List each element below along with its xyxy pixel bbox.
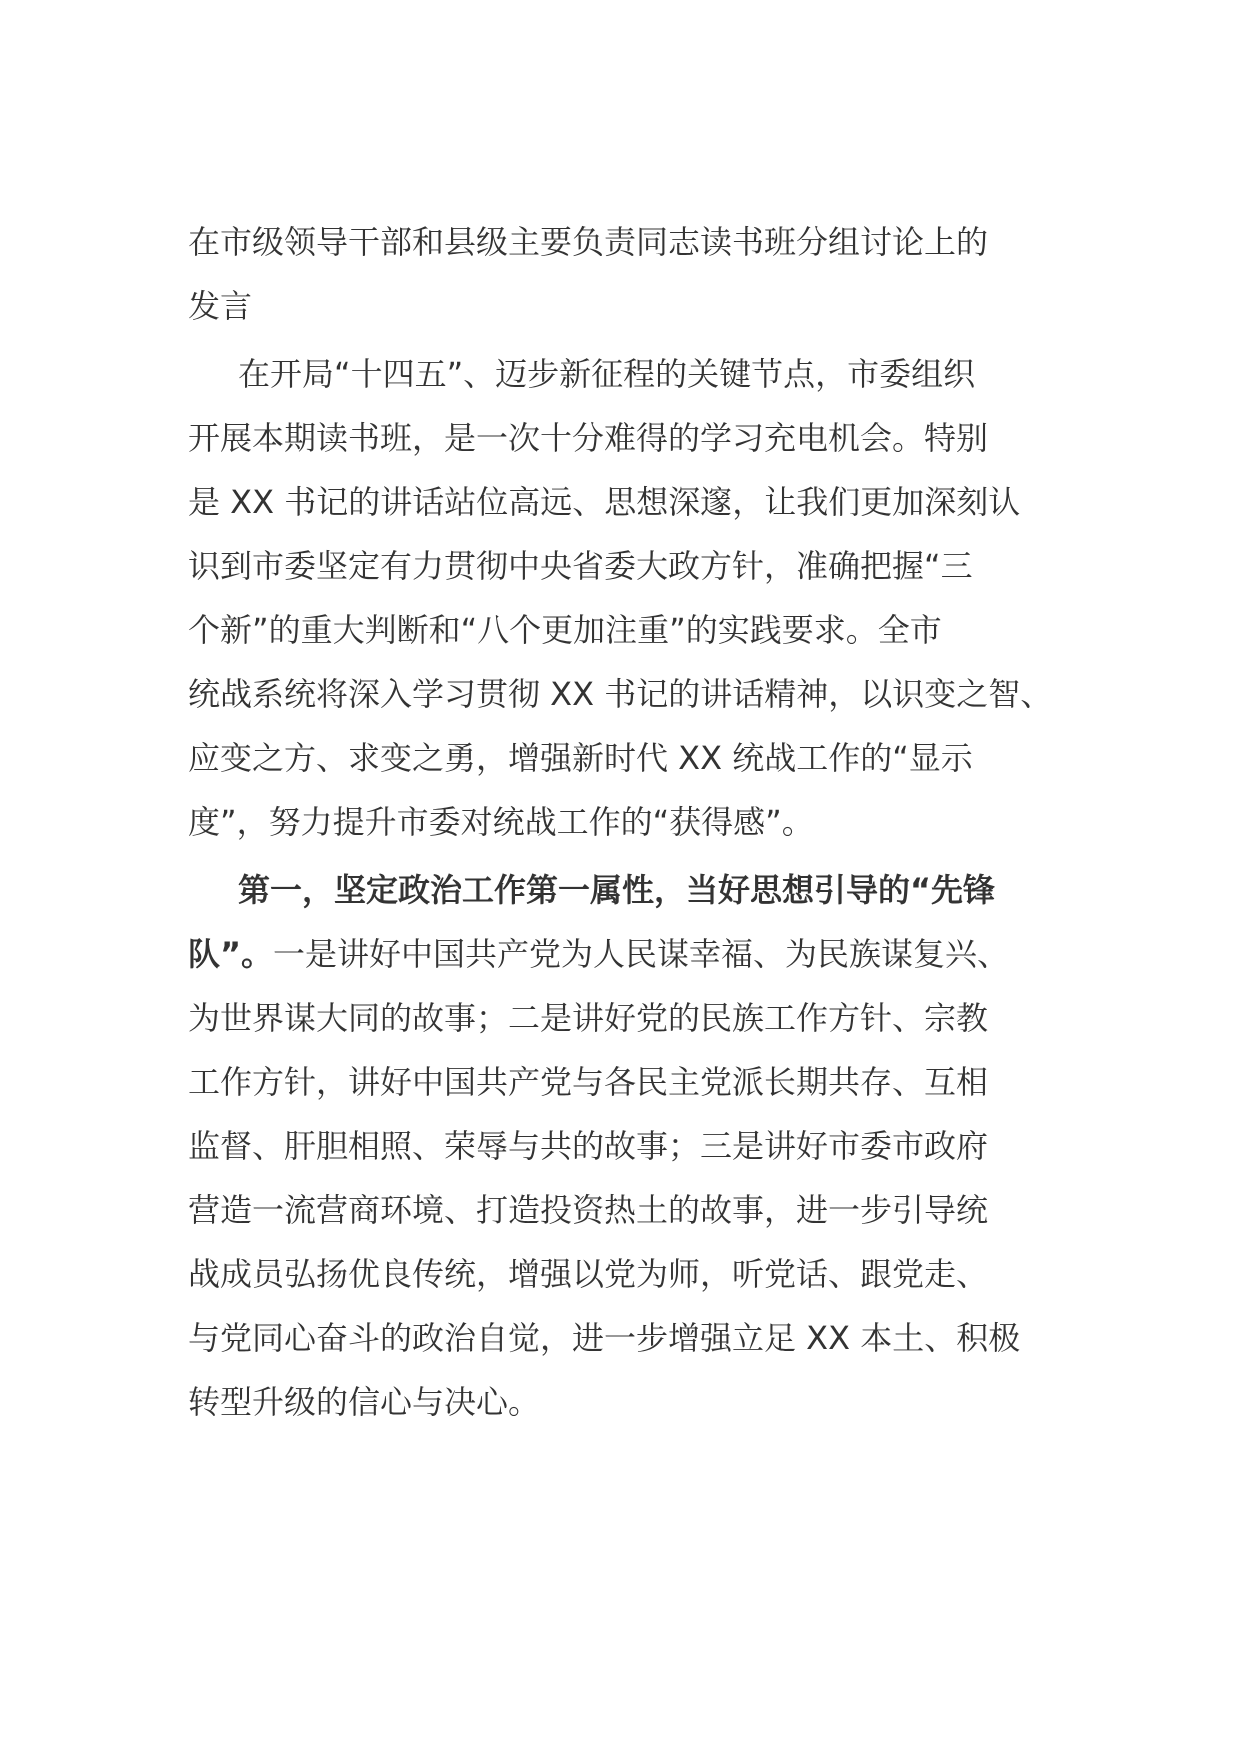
text-line: 为世界谋大同的故事；二是讲好党的民族工作方针、宗教 bbox=[188, 999, 989, 1037]
paragraph-first-point bbox=[188, 858, 1068, 1434]
document-title bbox=[188, 210, 1068, 338]
text-line: 工作方针，讲好中国共产党与各民主党派长期共存、互相 bbox=[188, 1063, 989, 1101]
text-line: 应变之方、求变之勇，增强新时代 XX 统战工作的“显示 bbox=[188, 739, 973, 777]
document-body bbox=[188, 210, 1068, 1438]
text-line: 与党同心奋斗的政治自觉，进一步增强立足 XX 本土、积极 bbox=[188, 1319, 1021, 1357]
text-line-rest: 一是讲好中国共产党为人民谋幸福、为民族谋复兴、 bbox=[273, 935, 1010, 973]
text-line: 营造一流营商环境、打造投资热土的故事，进一步引导统 bbox=[188, 1191, 989, 1229]
text-line: 开展本期读书班，是一次十分难得的学习充电机会。特别 bbox=[188, 419, 989, 457]
section-heading-end: 队”。 bbox=[188, 935, 274, 973]
text-line: 转型升级的信心与决心。 bbox=[188, 1383, 541, 1421]
section-heading-line: 第一，坚定政治工作第一属性，当好思想引导的“先锋 bbox=[238, 871, 996, 909]
text-line: 是 XX 书记的讲话站位高远、思想深邃，让我们更加深刻认 bbox=[188, 483, 1021, 521]
text-line: 战成员弘扬优良传统，增强以党为师，听党话、跟党走、 bbox=[188, 1255, 989, 1293]
paragraph-intro bbox=[188, 342, 1068, 854]
text-line: 统战系统将深入学习贯彻 XX 书记的讲话精神，以识变之智、 bbox=[188, 675, 1053, 713]
text-line: 识到市委坚定有力贯彻中央省委大政方针，准确把握“三 bbox=[188, 547, 973, 585]
text-line: 度”，努力提升市委对统战工作的“获得感”。 bbox=[188, 803, 814, 841]
text-line: 在开局“十四五”、迈步新征程的关键节点，市委组织 bbox=[238, 355, 976, 393]
text-line: 个新”的重大判断和“八个更加注重”的实践要求。全市 bbox=[188, 611, 942, 649]
title-line: 发言 bbox=[188, 287, 253, 325]
title-line: 在市级领导干部和县级主要负责同志读书班分组讨论上的 bbox=[188, 223, 989, 261]
text-line bbox=[188, 922, 1068, 986]
text-line: 监督、肝胆相照、荣辱与共的故事；三是讲好市委市政府 bbox=[188, 1127, 989, 1165]
